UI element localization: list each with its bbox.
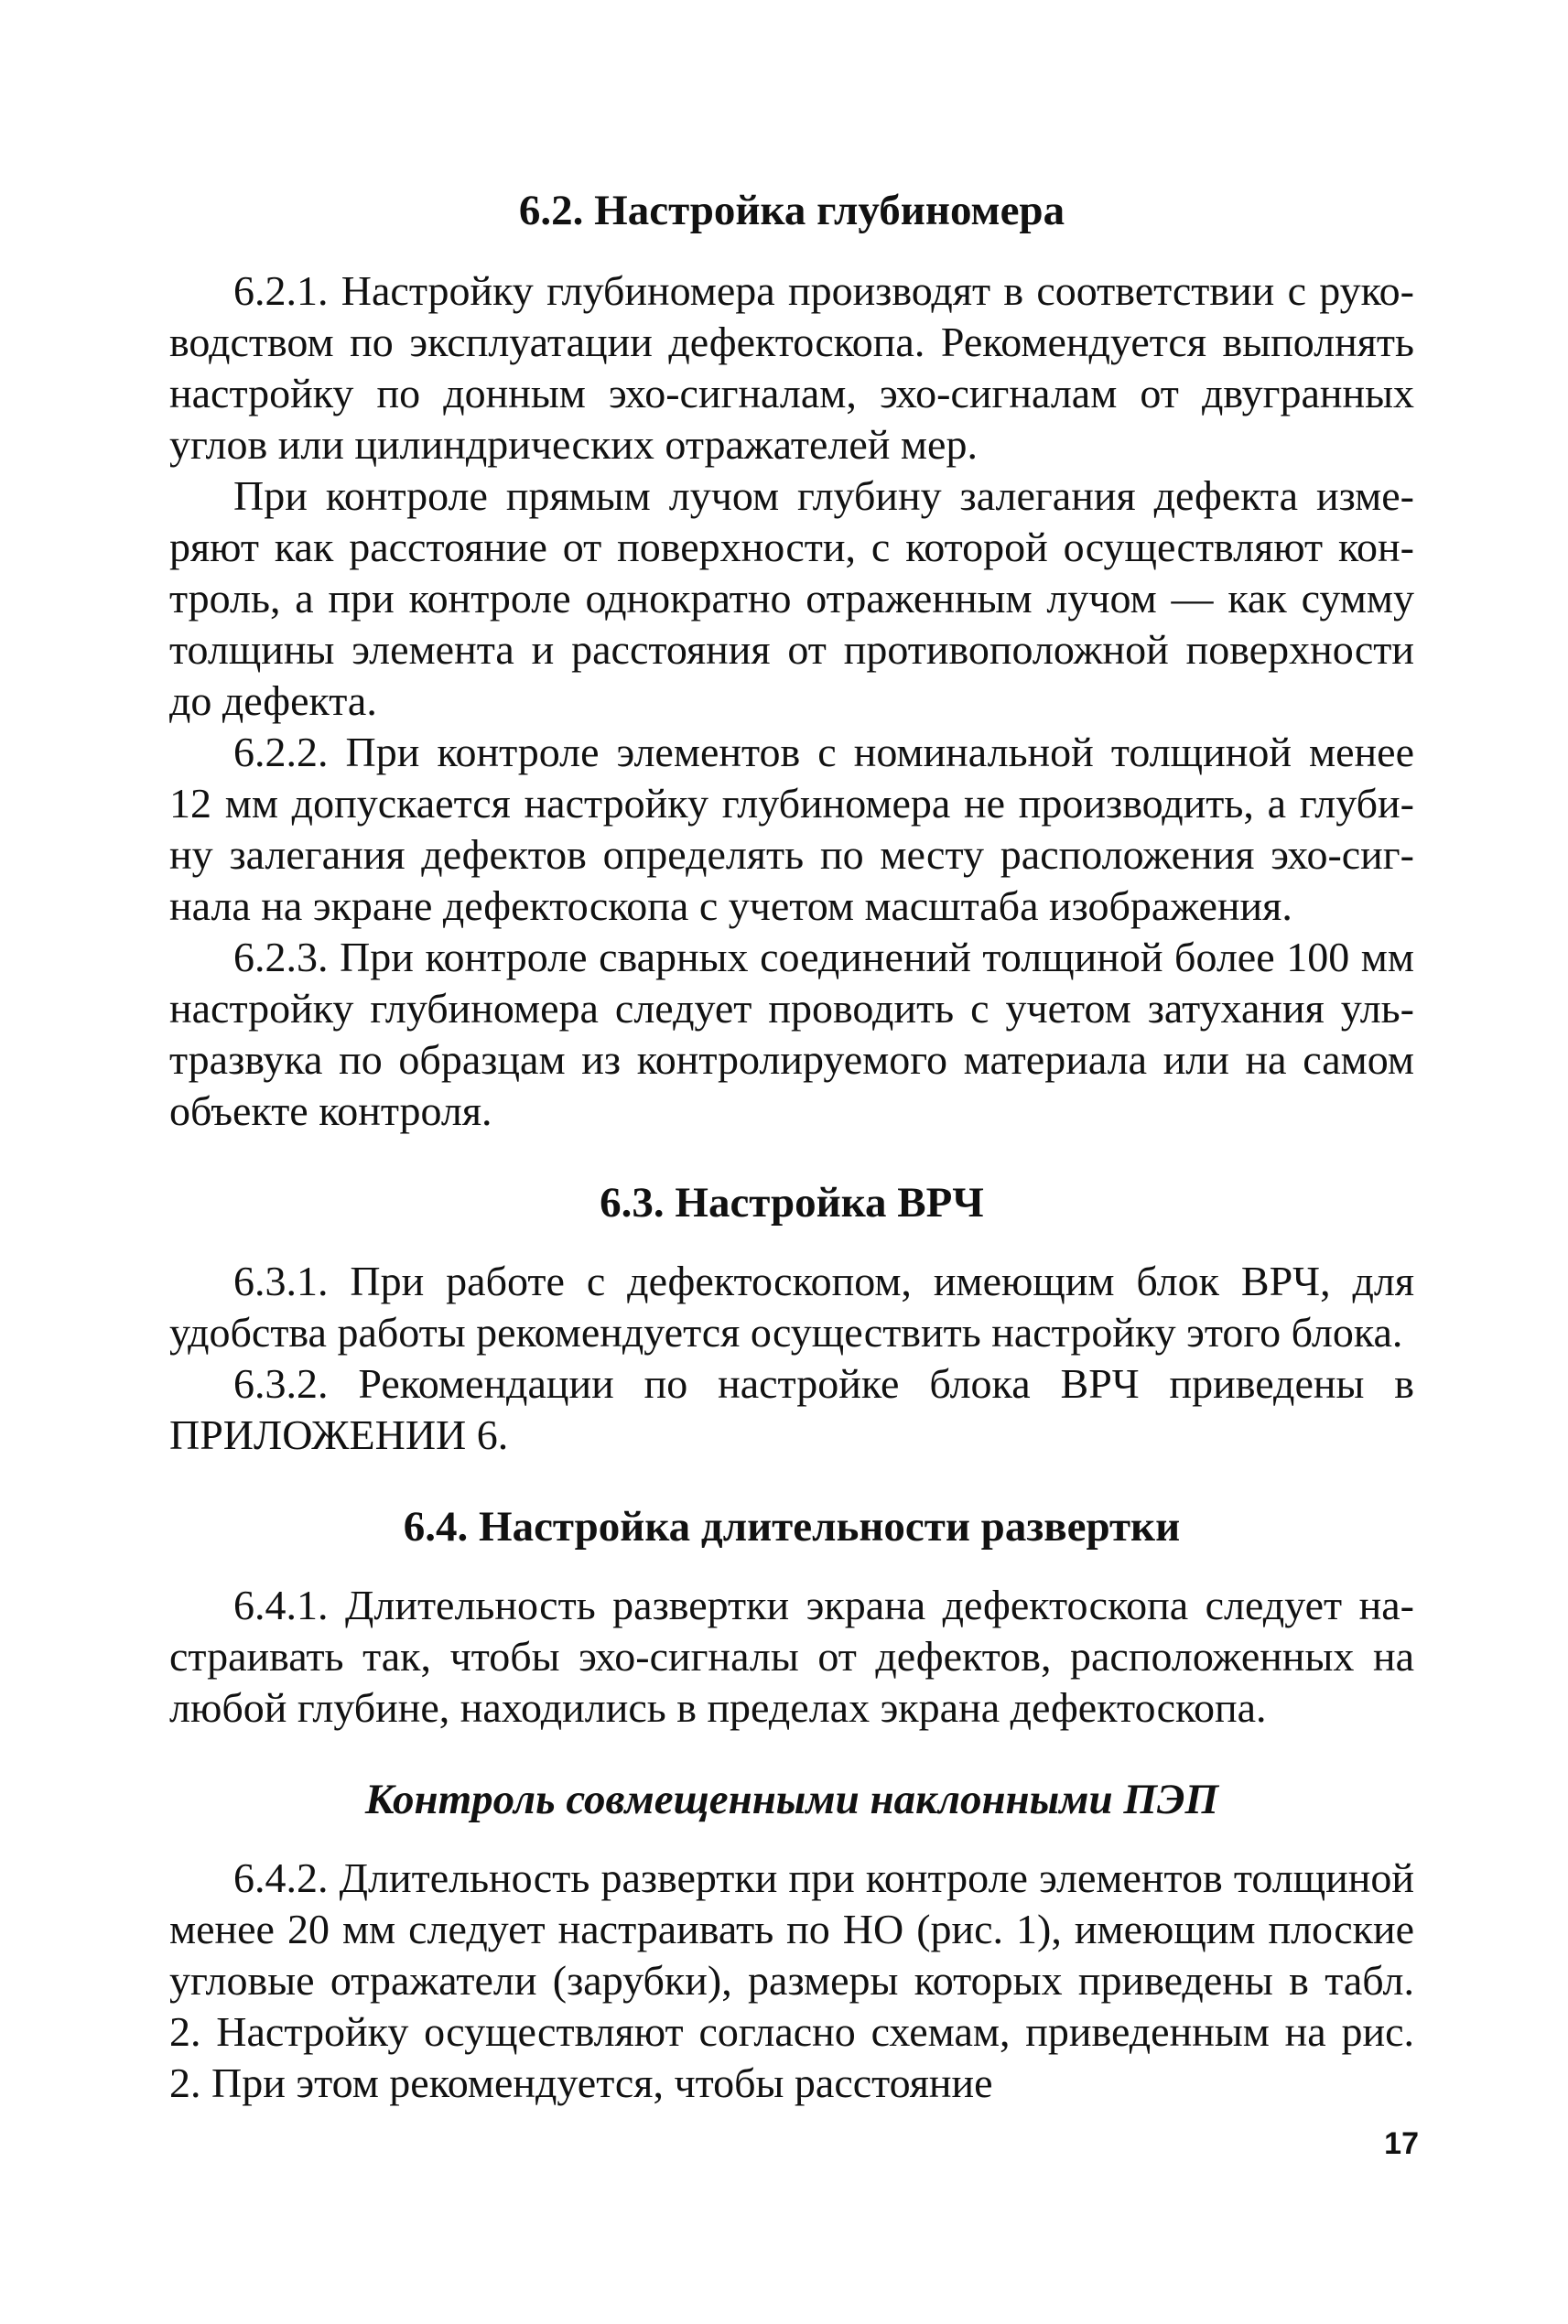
page-number: 17 (1384, 2126, 1419, 2161)
paragraph-6-2-1: 6.2.1. Настройку глубиномера производят в соответствии с руководством по эксплуатации дефектоскопа. Рекомендуется выполнять настройку по донным эхо-сигналам, эхо-сигналам от двугранных углов или цилиндрических отражателей мер. (169, 267, 1414, 468)
paragraph-6-3-1: 6.3.1. При работе с дефектоскопом, имеющим блок ВРЧ, для удобства работы рекомендуется осуществить настройку этого блока. (169, 1258, 1414, 1356)
paragraph-6-2-3: 6.2.3. При контроле сварных соединений толщиной более 100 мм настройку глубиномера следует проводить с учетом затухания ультразвука по образцам из контролируемого материала или на самом объекте контроля. (169, 934, 1414, 1134)
subsection-heading: Контроль совмещенными наклонными ПЭП (364, 1776, 1219, 1823)
paragraph-6-2-2: 6.2.2. При контроле элементов с номинальной толщиной менее 12 мм допускается настройку глубиномера не производить, а глубину залегания дефектов определять по месту расположения эхо-сигнала на экране дефектоскопа с учетом масштаба изображения. (169, 729, 1414, 929)
paragraph-6-4-1: 6.4.1. Длительность развертки экрана дефектоскопа следует настраивать так, чтобы эхо-сигналы от дефектов, расположенных на любой глубине, находились в пределах экрана дефектоскопа. (169, 1582, 1414, 1731)
section-heading-6-2: 6.2. Настройка глубиномера (518, 187, 1065, 234)
document-page (169, 183, 1414, 2109)
paragraph-6-3-2: 6.3.2. Рекомендации по настройке блока ВРЧ приведены в ПРИЛОЖЕНИИ 6. (169, 1360, 1414, 1458)
paragraph-6-2-1-cont: При контроле прямым лучом глубину залегания дефекта измеряют как расстояние от поверхности, с которой осуществляют контроль, а при контроле однократно отраженным лучом — как сумму толщины элемента и расстояния от противоположной поверхности до дефекта. (169, 472, 1414, 724)
section-heading-6-3: 6.3. Настройка ВРЧ (600, 1179, 984, 1227)
section-heading-6-4: 6.4. Настройка длительности развертки (403, 1503, 1181, 1551)
paragraph-6-4-2: 6.4.2. Длительность развертки при контроле элементов толщиной менее 20 мм следует настраивать по НО (рис. 1), имеющим плоские угловые отражатели (зарубки), размеры которых приведены в табл. 2. Настройку осуществляют согласно схемам, приведенным на рис. 2. При этом рекомендуется, чтобы расстояние (169, 1854, 1414, 2106)
